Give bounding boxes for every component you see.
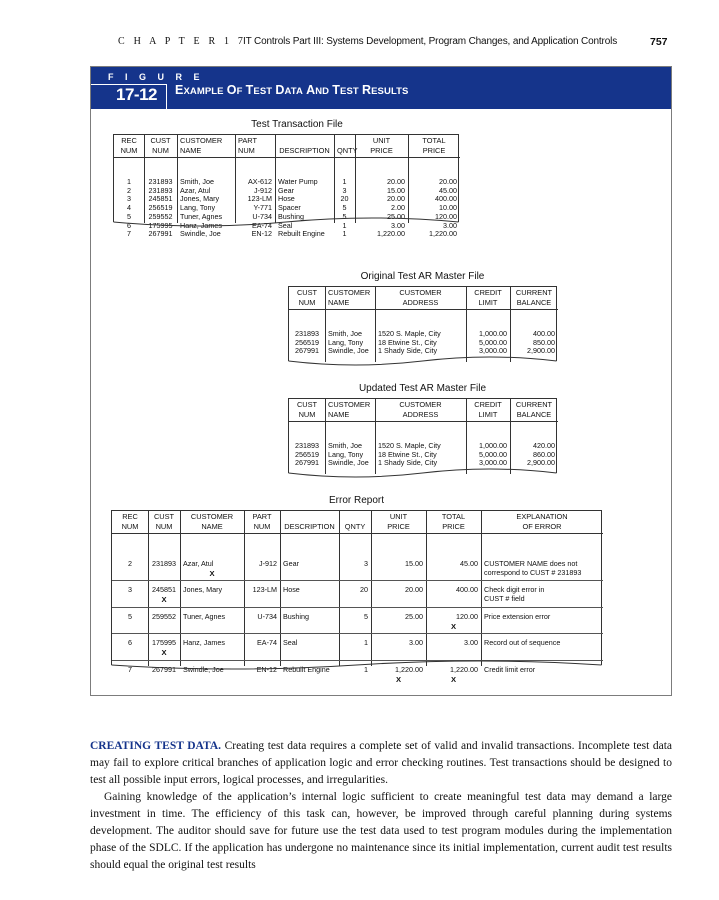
txn-cell: 20.00 xyxy=(387,177,405,186)
running-header xyxy=(0,36,719,50)
original-master-file-title: Original Test AR Master File xyxy=(360,271,485,282)
txn-cell: 4 xyxy=(127,203,131,213)
err-cell: Gear xyxy=(283,559,299,568)
orig-column-header: CURRENT BALANCE xyxy=(515,288,553,307)
txn-cell: 10.00 xyxy=(439,203,457,213)
txn-cell: Jones, Mary xyxy=(180,194,220,204)
upd-cell: Smith, Joe xyxy=(328,441,362,450)
txn-cell: Rebuilt Engine xyxy=(278,229,325,239)
err-cell: Seal xyxy=(283,638,298,647)
err-error-mark: X xyxy=(161,648,167,657)
upd-cell: 1,000.00 xyxy=(479,441,507,450)
txn-cell: 259552 xyxy=(148,211,173,221)
txn-cell: 7 xyxy=(127,229,131,239)
txn-cell: 1 xyxy=(342,229,347,239)
txn-cell: 6 xyxy=(127,220,131,230)
upd-cell: 3,000.00 xyxy=(479,458,507,468)
err-cell: 400.00 xyxy=(456,585,478,594)
txn-cell: 25.00 xyxy=(387,211,405,221)
err-column-header: CUSTOMER NAME xyxy=(190,512,234,531)
upd-cell: 860.00 xyxy=(533,449,555,459)
err-cell: Record out of sequence xyxy=(484,638,561,647)
txn-cell: Swindle, Joe xyxy=(180,229,221,239)
err-error-mark: X xyxy=(161,595,167,604)
figure-title-band xyxy=(91,67,671,109)
paragraph-2: Gaining knowledge of the application’s internal logic sufficient to create meaningful test data may demand a large investment in time. The efficiency of this task can, however, be improved through careful planning during systems development. The auditor should save for future use the test data used to test program modules during the implementation phase of the SDLC. If the application has undergone no maintenance since its initial implementation, current audit test results should equal the original test results xyxy=(90,791,672,871)
err-column-rule xyxy=(148,511,149,666)
txn-column-header: CUST NUM xyxy=(150,136,171,155)
txn-cell: 5 xyxy=(342,211,347,221)
chapter-label: C H A P T E R 1 7 xyxy=(118,36,247,47)
err-column-rule xyxy=(371,511,372,666)
err-cell: 1 xyxy=(364,638,368,647)
txn-column-header: REC NUM xyxy=(120,136,138,155)
page-number: 757 xyxy=(650,36,668,48)
err-cell: Swindle, Joe xyxy=(183,665,224,674)
txn-cell: 2 xyxy=(127,185,131,195)
err-row-rule xyxy=(112,633,603,634)
upd-cell: 420.00 xyxy=(533,441,555,450)
err-column-rule xyxy=(339,511,340,666)
txn-cell: Smith, Joe xyxy=(180,177,214,186)
running-title: IT Controls Part III: Systems Development, Program Changes, and Application Controls xyxy=(243,36,618,47)
orig-cell: 5,000.00 xyxy=(479,337,507,347)
upd-column-header: CUST NUM xyxy=(296,400,318,419)
err-cell: 231893 xyxy=(152,559,176,568)
txn-cell: 1 xyxy=(342,220,347,230)
txn-cell: Gear xyxy=(278,185,294,195)
orig-cell: Smith, Joe xyxy=(328,329,362,338)
txn-cell: EN-12 xyxy=(251,229,272,239)
err-cell: J-912 xyxy=(259,559,277,568)
err-error-mark: X xyxy=(209,569,215,578)
txn-cell: 256519 xyxy=(148,203,173,213)
upd-column-rule xyxy=(325,399,326,474)
txn-cell: 3 xyxy=(127,194,131,204)
upd-cell: 256519 xyxy=(295,449,319,459)
paragraph-1-text: Creating test data requires a complete set of valid and invalid transactions. Incomplete test data may fail to explore critical branches of application logic and error checking routines. Test transactions should be designed to test all possible input errors, logical processes, and irregularities. xyxy=(90,740,672,786)
txn-column-rule xyxy=(177,135,178,223)
err-column-header: UNIT PRICE xyxy=(387,512,410,531)
orig-column-rule xyxy=(466,287,467,362)
txn-cell: 20.00 xyxy=(387,194,405,204)
err-cell: 267991 xyxy=(152,665,176,674)
txn-cell: 3.00 xyxy=(443,220,457,230)
err-cell: 175995 xyxy=(152,638,176,647)
orig-cell: 18 Etwine St., City xyxy=(378,337,437,347)
txn-column-rule xyxy=(334,135,335,223)
err-row-rule xyxy=(112,607,603,608)
err-cell: Tuner, Agnes xyxy=(183,612,226,621)
orig-column-header: CREDIT LIMIT xyxy=(474,288,502,307)
orig-cell: 2,900.00 xyxy=(527,346,555,356)
txn-cell: 3 xyxy=(342,185,347,195)
err-error-mark: X xyxy=(450,675,457,684)
txn-column-rule xyxy=(275,135,276,223)
err-cell: 15.00 xyxy=(405,559,423,568)
txn-cell: 231893 xyxy=(148,185,173,195)
txn-column-header: UNIT PRICE xyxy=(370,136,393,155)
err-cell: Credit limit error xyxy=(484,665,536,674)
err-cell: 2 xyxy=(128,559,132,568)
txn-cell: 1,220.00 xyxy=(429,229,457,239)
txn-table-frame xyxy=(113,134,459,239)
txn-cell: AX-612 xyxy=(248,177,272,186)
err-cell: Bushing xyxy=(283,612,309,621)
txn-cell: 20 xyxy=(340,194,349,204)
upd-cell: 231893 xyxy=(295,441,319,450)
err-cell: EA-74 xyxy=(257,638,277,647)
txn-cell: Seal xyxy=(278,220,293,230)
updated-master-file-title: Updated Test AR Master File xyxy=(358,383,487,394)
txn-cell: Spacer xyxy=(278,203,301,213)
txn-cell: 1 xyxy=(127,177,131,186)
orig-table-frame xyxy=(288,286,557,361)
err-cell: 3.00 xyxy=(464,638,478,647)
run-in-heading: CREATING TEST DATA. xyxy=(90,740,221,752)
err-column-rule xyxy=(481,511,482,666)
error-report-title: Error Report xyxy=(328,495,384,506)
orig-cell: 1520 S. Maple, City xyxy=(378,329,441,338)
txn-column-rule xyxy=(408,135,409,223)
upd-cell: 1520 S. Maple, City xyxy=(378,441,441,450)
upd-cell: 5,000.00 xyxy=(479,449,507,459)
upd-table-frame xyxy=(288,398,557,473)
txn-cell: 231893 xyxy=(148,177,173,186)
txn-column-rule xyxy=(235,135,236,223)
err-cell: CUSTOMER NAME does not correspond to CUST # 231893 xyxy=(484,559,582,577)
err-column-rule xyxy=(180,511,181,666)
upd-cell: 267991 xyxy=(295,458,319,468)
err-cell: 1 xyxy=(364,665,368,674)
upd-header-rule xyxy=(289,421,558,422)
orig-cell: 267991 xyxy=(295,346,319,356)
err-column-header: TOTAL PRICE xyxy=(441,512,466,531)
err-cell: 45.00 xyxy=(460,559,478,568)
err-column-header: CUST NUM xyxy=(153,512,175,531)
txn-cell: 2.00 xyxy=(391,203,405,213)
err-cell: Check digit error in CUST # field xyxy=(484,585,545,603)
err-table-frame xyxy=(111,510,602,684)
orig-cell: 256519 xyxy=(295,337,319,347)
txn-cell: Bushing xyxy=(278,211,304,221)
orig-cell: 1,000.00 xyxy=(479,329,507,338)
err-cell: 3.00 xyxy=(409,638,423,647)
paragraph-creating-test-data xyxy=(90,738,672,789)
body-text xyxy=(90,738,672,874)
err-cell: U-734 xyxy=(257,612,277,621)
txn-wavy-edge xyxy=(113,216,461,230)
txn-cell: 45.00 xyxy=(439,185,457,195)
err-column-rule xyxy=(280,511,281,666)
err-column-header: QNTY xyxy=(344,522,366,531)
txn-cell: Water Pump xyxy=(278,177,318,186)
txn-cell: 1 xyxy=(342,177,347,186)
upd-wavy-edge xyxy=(288,467,559,481)
txn-cell: Lang, Tony xyxy=(180,203,216,213)
err-cell: Azar, Atul xyxy=(183,559,214,568)
txn-cell: 267991 xyxy=(148,229,173,239)
orig-cell: 3,000.00 xyxy=(479,346,507,356)
err-column-header: DESCRIPTION xyxy=(284,522,335,531)
txn-cell: 5 xyxy=(127,211,131,221)
err-cell: 123-LM xyxy=(252,585,277,594)
upd-column-header: CREDIT LIMIT xyxy=(474,400,502,419)
txn-cell: 245851 xyxy=(148,194,173,204)
txn-cell: 20.00 xyxy=(439,177,457,186)
txn-column-rule xyxy=(144,135,145,223)
orig-wavy-edge xyxy=(288,355,559,369)
figure-label: F I G U R E xyxy=(108,72,205,82)
err-cell: 7 xyxy=(128,665,132,674)
err-error-mark: X xyxy=(395,675,402,684)
upd-column-rule xyxy=(375,399,376,474)
err-cell: 5 xyxy=(364,612,368,621)
err-column-header: PART NUM xyxy=(252,512,272,531)
err-row-rule xyxy=(112,580,603,581)
txn-cell: EA-74 xyxy=(252,220,272,230)
err-error-mark: X xyxy=(450,622,457,631)
orig-cell: 231893 xyxy=(295,329,319,338)
err-cell: 120.00 xyxy=(456,612,478,621)
upd-cell: 18 Etwine St., City xyxy=(378,449,437,459)
err-cell: 20 xyxy=(360,585,368,594)
test-transaction-file-title: Test Transaction File xyxy=(251,119,343,130)
txn-cell: U-734 xyxy=(252,211,272,221)
txn-cell: Azar, Atul xyxy=(180,185,211,195)
err-cell: Hanz, James xyxy=(183,638,225,647)
err-cell: 5 xyxy=(128,612,132,621)
err-cell: 20.00 xyxy=(405,585,423,594)
txn-cell: 1,220.00 xyxy=(377,229,405,239)
txn-cell: 123-LM xyxy=(247,194,272,204)
err-column-header: REC NUM xyxy=(121,512,139,531)
err-wavy-edge xyxy=(111,659,604,673)
err-cell: 1,220.00 xyxy=(395,665,423,674)
err-cell: 259552 xyxy=(152,612,176,621)
figure-caption xyxy=(175,83,409,97)
err-cell: 3 xyxy=(128,585,132,594)
err-cell: EN-12 xyxy=(256,665,277,674)
orig-cell: 1 Shady Side, City xyxy=(378,346,438,356)
figure-caption-text: EXAMPLE OF TEST DATA AND TEST RESULTS xyxy=(175,83,409,97)
upd-cell: Lang, Tony xyxy=(328,449,364,459)
txn-column-header: PART NUM xyxy=(238,136,258,155)
txn-cell: 5 xyxy=(342,203,347,213)
err-cell: Rebuilt Engine xyxy=(283,665,330,674)
txn-column-header: DESCRIPTION xyxy=(279,146,330,155)
txn-cell: 120.00 xyxy=(435,211,457,221)
orig-column-rule xyxy=(325,287,326,362)
err-cell: 25.00 xyxy=(405,612,423,621)
txn-cell: Y-771 xyxy=(253,203,272,213)
txn-cell: J-912 xyxy=(254,185,272,195)
orig-cell: 400.00 xyxy=(533,329,555,338)
orig-cell: 850.00 xyxy=(533,337,555,347)
orig-column-header: CUSTOMER ADDRESS xyxy=(399,288,442,307)
err-cell: Hose xyxy=(283,585,300,594)
txn-cell: Hose xyxy=(278,194,295,204)
upd-column-header: CUSTOMER NAME xyxy=(328,400,371,419)
err-column-rule xyxy=(426,511,427,666)
txn-cell: Hanz, James xyxy=(180,220,222,230)
err-cell: 245851 xyxy=(152,585,176,594)
txn-cell: 15.00 xyxy=(387,185,405,195)
figure-number: 17-12 xyxy=(116,85,157,104)
orig-header-rule xyxy=(289,309,558,310)
upd-cell: 2,900.00 xyxy=(527,458,555,468)
txn-cell: 175995 xyxy=(148,220,173,230)
err-cell: Price extension error xyxy=(484,612,551,621)
upd-column-rule xyxy=(466,399,467,474)
err-column-rule xyxy=(244,511,245,666)
orig-column-rule xyxy=(510,287,511,362)
txn-cell: 400.00 xyxy=(435,194,457,204)
orig-column-rule xyxy=(375,287,376,362)
upd-column-rule xyxy=(510,399,511,474)
upd-column-header: CUSTOMER ADDRESS xyxy=(399,400,442,419)
upd-cell: 1 Shady Side, City xyxy=(378,458,438,468)
orig-cell: Swindle, Joe xyxy=(328,346,369,356)
txn-cell: Tuner, Agnes xyxy=(180,211,223,221)
upd-column-header: CURRENT BALANCE xyxy=(515,400,553,419)
err-cell: 6 xyxy=(128,638,132,647)
txn-column-header: QNTY xyxy=(337,146,358,155)
orig-column-header: CUST NUM xyxy=(296,288,318,307)
err-header-rule xyxy=(112,533,603,534)
txn-column-header: CUSTOMER NAME xyxy=(180,136,223,155)
err-cell: 3 xyxy=(364,559,368,568)
err-cell: Jones, Mary xyxy=(183,585,223,594)
txn-column-header: TOTAL PRICE xyxy=(422,136,446,155)
txn-cell: 3.00 xyxy=(391,220,405,230)
orig-cell: Lang, Tony xyxy=(328,337,364,347)
orig-column-header: CUSTOMER NAME xyxy=(328,288,371,307)
upd-cell: Swindle, Joe xyxy=(328,458,369,468)
err-cell: 1,220.00 xyxy=(450,665,478,674)
figure-17-12 xyxy=(90,66,672,696)
err-column-header: EXPLANATION OF ERROR xyxy=(516,512,568,531)
